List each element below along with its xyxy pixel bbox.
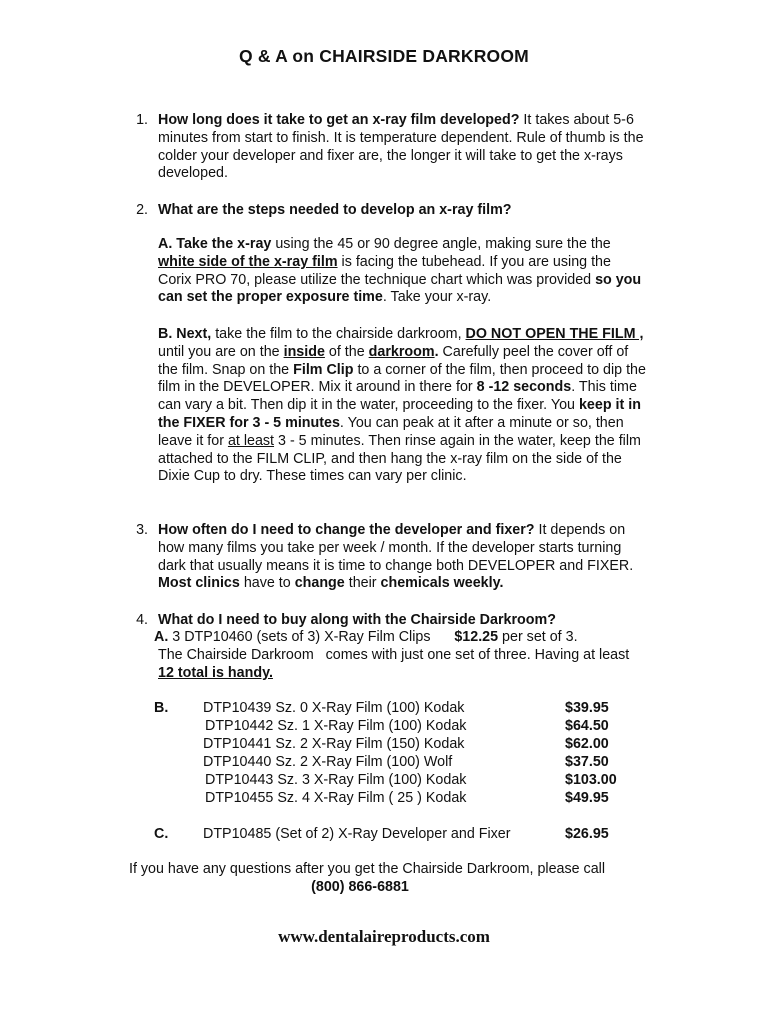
q2-question <box>158 202 658 220</box>
film-item-desc: DTP10441 Sz. 2 X-Ray Film (150) Kodak <box>203 736 465 752</box>
film-item-price: $103.00 <box>565 772 617 788</box>
q2-b-period: . <box>434 343 439 360</box>
q2-b-text1: take the film to the chairside darkroom, <box>211 326 466 342</box>
q2-a-heading: A. Take the x-ray <box>158 236 272 252</box>
q4-number: 4. <box>136 612 148 628</box>
film-item-desc: DTP10455 Sz. 4 X-Ray Film ( 25 ) Kodak <box>205 790 467 806</box>
q4-a-label: A. <box>154 629 169 645</box>
film-item-row <box>203 700 464 718</box>
film-item-price: $37.50 <box>565 754 609 770</box>
q3-most-clinics: Most clinics <box>158 575 240 592</box>
film-item-desc: DTP10443 Sz. 3 X-Ray Film (100) Kodak <box>205 772 467 788</box>
q4-a-text: 3 DTP10460 (sets of 3) X-Ray Film Clips <box>168 629 455 645</box>
q4-a-line3-text: 12 total is handy. <box>158 665 273 681</box>
film-item-price: $64.50 <box>565 718 609 734</box>
film-item-row <box>205 718 466 736</box>
q3-paragraph <box>158 522 652 593</box>
q1-answer: It takes about 5-6 minutes from start to finish. It is temperature dependent. Rule of thumb is the colder your developer and fixer are, the longer it will take to get the x-rays developed. <box>158 112 644 182</box>
q4-a-line2-text: The Chairside Darkroom comes with just one set of three. Having at least <box>158 647 630 663</box>
footer-website: www.dentalaireproducts.com <box>278 927 490 946</box>
footer-phone: (800) 866-6881 <box>311 879 409 895</box>
q2-b-text6: . This time can vary a bit. Then dip it in the water, proceeding to the fixer. You <box>158 379 637 414</box>
q4-question-text: What do I need to buy along with the Chairside Darkroom? <box>158 612 556 628</box>
film-item-price: $62.00 <box>565 736 609 752</box>
q2-b-seconds: 8 -12 seconds <box>476 379 572 396</box>
q1-number: 1. <box>136 112 148 128</box>
q3-change: change <box>294 575 345 592</box>
q2-b-text3: of the <box>324 343 369 360</box>
developer-item-price: $26.95 <box>565 826 609 842</box>
q2-b-at-least: at least <box>227 432 275 449</box>
q2-a-white-side: white side of the x-ray film <box>158 253 338 270</box>
q2-a-text2: is facing the tubehead. If you are using the Corix PRO 70, please utilize the technique chart which was provided <box>158 253 611 288</box>
q2-a-text3: . Take your x-ray. <box>382 289 492 306</box>
page-title: Q & A on CHAIRSIDE DARKROOM <box>239 46 529 66</box>
q3-text3: their <box>344 575 381 592</box>
film-item-row <box>205 790 466 808</box>
q2-b-inside: inside <box>283 343 325 360</box>
q4-a-line1 <box>154 629 578 647</box>
q3-number: 3. <box>136 522 148 538</box>
q2-b-heading: B. Next, <box>158 326 212 342</box>
footer-contact-line: If you have any questions after you get the Chairside Darkroom, please call <box>128 861 606 877</box>
q1-question: How long does it take to get an x-ray film developed? <box>158 112 520 128</box>
q2-a-exposure: so you can set the proper exposure time <box>158 271 642 306</box>
developer-item-desc: DTP10485 (Set of 2) X-Ray Developer and Fixer <box>203 826 511 842</box>
q2-question-text: What are the steps needed to develop an x-ray film? <box>158 202 512 218</box>
q2-b-text2: until you are on the <box>158 343 284 360</box>
q3-chemicals-weekly: chemicals weekly. <box>380 575 504 592</box>
q3-text1: It depends on how many films you take per week / month. If the developer starts turning dark that usually means it is time to change both DEVELOPER and FIXER. <box>158 522 634 574</box>
q4-question <box>158 612 658 630</box>
developer-item-row <box>203 826 511 844</box>
q2-b-fixer: keep it in the FIXER for 3 - 5 minutes <box>158 397 641 431</box>
q2-b-text4: Carefully peel the cover off of the film. Snap on the <box>158 343 629 378</box>
q4-a-price: $12.25 <box>454 629 499 645</box>
film-item-row <box>203 754 452 772</box>
film-item-desc: DTP10442 Sz. 1 X-Ray Film (100) Kodak <box>205 718 467 734</box>
q4-a-line2 <box>158 647 629 665</box>
q4-a-line3 <box>158 665 273 683</box>
q3-question: How often do I need to change the developer and fixer? <box>158 522 535 538</box>
film-item-row <box>203 736 464 754</box>
q4-b-label: B. <box>154 700 169 716</box>
film-item-row <box>205 772 466 790</box>
q2-a-text1: using the 45 or 90 degree angle, making sure the the <box>271 236 611 252</box>
q2-b-do-not-open: DO NOT OPEN THE FILM , <box>465 326 644 342</box>
q2-step-b <box>158 326 652 486</box>
film-item-price: $39.95 <box>565 700 609 716</box>
film-item-desc: DTP10439 Sz. 0 X-Ray Film (100) Kodak <box>203 700 465 716</box>
q2-b-film-clip: Film Clip <box>293 361 354 378</box>
q2-b-text5: to a corner of the film, then proceed to dip the film in the DEVELOPER. Mix it around in there for <box>158 361 646 396</box>
q3-text2: have to <box>239 575 295 592</box>
q2-b-text8: 3 - 5 minutes. Then rinse again in the water, keep the film attached to the FILM CLIP, and then hang the x-ray film on the side of the Dixie Cup to dry. These times can vary per clinic. <box>158 432 641 485</box>
q4-a-after: per set of 3. <box>498 629 578 645</box>
q2-step-a <box>158 236 648 307</box>
film-item-desc: DTP10440 Sz. 2 X-Ray Film (100) Wolf <box>203 754 453 770</box>
q2-b-darkroom: darkroom <box>368 343 435 360</box>
q1-paragraph <box>158 112 658 183</box>
q2-number: 2. <box>136 202 148 218</box>
film-item-price: $49.95 <box>565 790 609 806</box>
q2-b-text7: . You can peak at it after a minute or so, then leave it for <box>158 414 624 449</box>
q4-c-label: C. <box>154 826 169 842</box>
